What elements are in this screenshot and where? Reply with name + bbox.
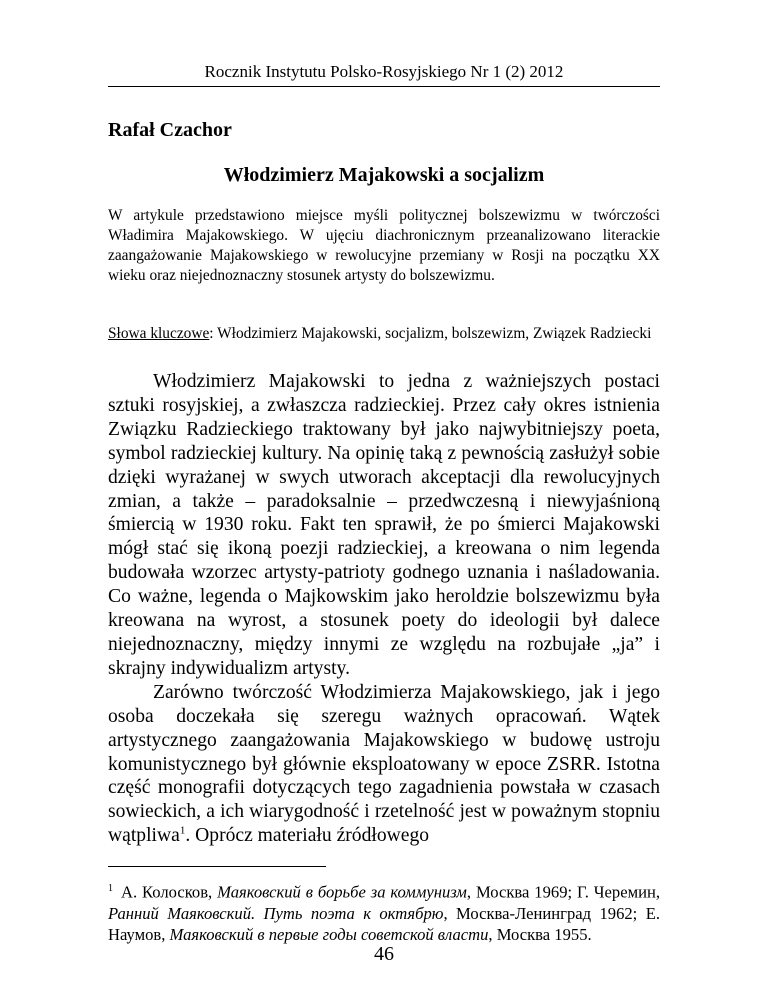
- footnote-reference[interactable]: 1: [179, 824, 186, 837]
- paragraph: Włodzimierz Majakowski to jedna z ważniejszych postaci sztuki rosyjskiej, a zwłaszcza radzieckiej. Przez cały okres istnienia Związku Radzieckiego traktowany był jako najwybitniejszy poeta, symbol radzieckiej kultury. Na opinię taką z pewnością zasłużył sobie dzięki wyrażanej w swych utworach akceptacji dla rewolucyjnych zmian, a także – paradoksalnie – przedwczesną i niewyjaśnioną śmiercią w 1930 roku. Fakt ten sprawił, że po śmierci Majakowski mógł stać się ikoną poezji radzieckiej, a kreowana o nim legenda budowała wzorzec artysty-patrioty godnego uznania i naśladowania. Co ważne, legenda o Majkowskim jako heroldzie bolszewizmu była kreowana na wyrost, a stosunek poety do ideologii był dalece niejednoznaczny, między innymi ze względu na rozbujałe „ja” i skrajny indywidualizm artysty.: [108, 371, 660, 679]
- keywords-list: : Włodzimierz Majakowski, socjalizm, bolszewizm, Związek Radziecki: [209, 325, 652, 342]
- article-body: [108, 370, 660, 848]
- paragraph-text: Zarówno twórczość Włodzimierza Majakowskiego, jak i jego osoba doczekała się szeregu ważnych opracowań. Wątek artystycznego zaangażowania Majakowskiego w budowę ustroju komunistycznego był głównie eksploatowany w epoce ZSRR. Istotna część monografii dotyczących tego zagadnienia powstała w czasach sowieckich, a ich wiarygodność i rzetelność jest w poważnym stopniu wątpliwa: [108, 681, 660, 847]
- footnote-text: А. Колосков,: [121, 882, 218, 902]
- footnote-text: , Москва 1969; Г. Черемин,: [466, 882, 660, 902]
- footnote-book-title: Ранний Маяковский. Путь поэта к октябрю: [108, 903, 444, 923]
- header-divider: [108, 86, 660, 87]
- keywords-label: Słowa kluczowe: [108, 325, 210, 342]
- author-name: Rafał Czachor: [108, 119, 232, 141]
- footnote-number: 1: [108, 883, 113, 894]
- paragraph: [108, 681, 660, 848]
- keywords: [108, 324, 660, 344]
- footnote-text: , Москва-Ленинград 1962; Е. Наумов,: [108, 903, 660, 944]
- abstract: W artykule przedstawiono miejsce myśli politycznej bolszewizmu w twórczości Władimira Majakowskiego. W ujęciu diachronicznym przeanalizowano literackie zaangażowanie Majakowskiego w rewolucyjne przemiany w Rosji na początku XX wieku oraz niejednoznaczny stosunek artysty do bolszewizmu.: [108, 207, 660, 284]
- page-number: 46: [374, 943, 394, 965]
- footnote-divider: [108, 866, 326, 867]
- footnote-book-title: Маяковский в борьбе за коммунизм: [217, 882, 467, 902]
- article-title: Włodzimierz Majakowski a socjalizm: [223, 164, 545, 186]
- footnote: [108, 878, 660, 945]
- footnote-text: , Москва 1955.: [488, 924, 592, 944]
- running-header: Rocznik Instytutu Polsko-Rosyjskiego Nr 1 (2) 2012: [204, 62, 564, 81]
- paragraph-text: . Oprócz materiału źródłowego: [185, 825, 430, 847]
- footnote-book-title: Маяковский в первые годы советской власти: [169, 924, 489, 944]
